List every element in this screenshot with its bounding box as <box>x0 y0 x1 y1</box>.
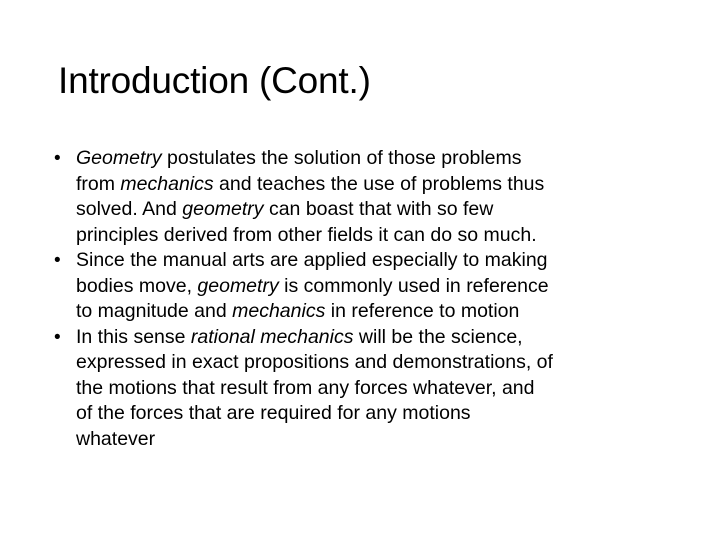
text-run: the motions that result from any forces whatever, and <box>76 376 535 399</box>
text-run: will be the science, <box>353 325 523 348</box>
bullet-line <box>76 146 664 172</box>
text-run: rational mechanics <box>190 325 354 348</box>
text-run: In this sense <box>76 325 191 348</box>
text-run: expressed in exact propositions and demonstrations, of <box>76 351 553 373</box>
text-run: from <box>76 172 121 195</box>
text-run: to magnitude and <box>76 300 233 322</box>
text-run: whatever <box>76 427 156 450</box>
text-run: bodies move, <box>76 274 198 297</box>
bullet-line <box>76 172 664 198</box>
text-run: can boast that with so few <box>263 198 494 220</box>
text-run: mechanics <box>232 300 326 322</box>
bullet-item <box>54 248 664 325</box>
text-run: of the forces that are required for any motions <box>76 402 471 424</box>
text-run: Geometry <box>76 147 162 169</box>
text-run: geometry <box>182 198 264 220</box>
text-run: is commonly used in reference <box>278 274 549 297</box>
bullet-item <box>54 325 664 453</box>
bullet-line <box>76 401 664 427</box>
bullet-line <box>76 376 664 402</box>
text-run: and teaches the use of problems thus <box>213 172 545 195</box>
text-run: Since the manual arts are applied especially to making <box>76 249 548 271</box>
bullet-marker: • <box>54 148 61 169</box>
bullet-marker: • <box>54 326 61 348</box>
text-run: solved. And <box>76 198 183 220</box>
bullet-line <box>76 427 664 453</box>
text-run: in reference to motion <box>325 300 520 322</box>
bullet-line <box>76 350 664 376</box>
bullet-marker: • <box>54 250 61 271</box>
bullet-line <box>76 274 664 300</box>
bullet-line <box>76 299 664 325</box>
text-run: geometry <box>197 274 279 297</box>
slide-title: Introduction (Cont.) <box>58 60 371 101</box>
bullet-line <box>76 325 664 351</box>
bullet-item <box>54 146 664 248</box>
bullet-list <box>54 146 664 452</box>
bullet-line <box>76 223 664 249</box>
bullet-line <box>76 248 664 274</box>
text-run: principles derived from other fields it can do so much. <box>76 223 537 246</box>
text-run: postulates the solution of those problems <box>161 147 522 169</box>
bullet-line <box>76 197 664 223</box>
text-run: mechanics <box>120 172 214 195</box>
